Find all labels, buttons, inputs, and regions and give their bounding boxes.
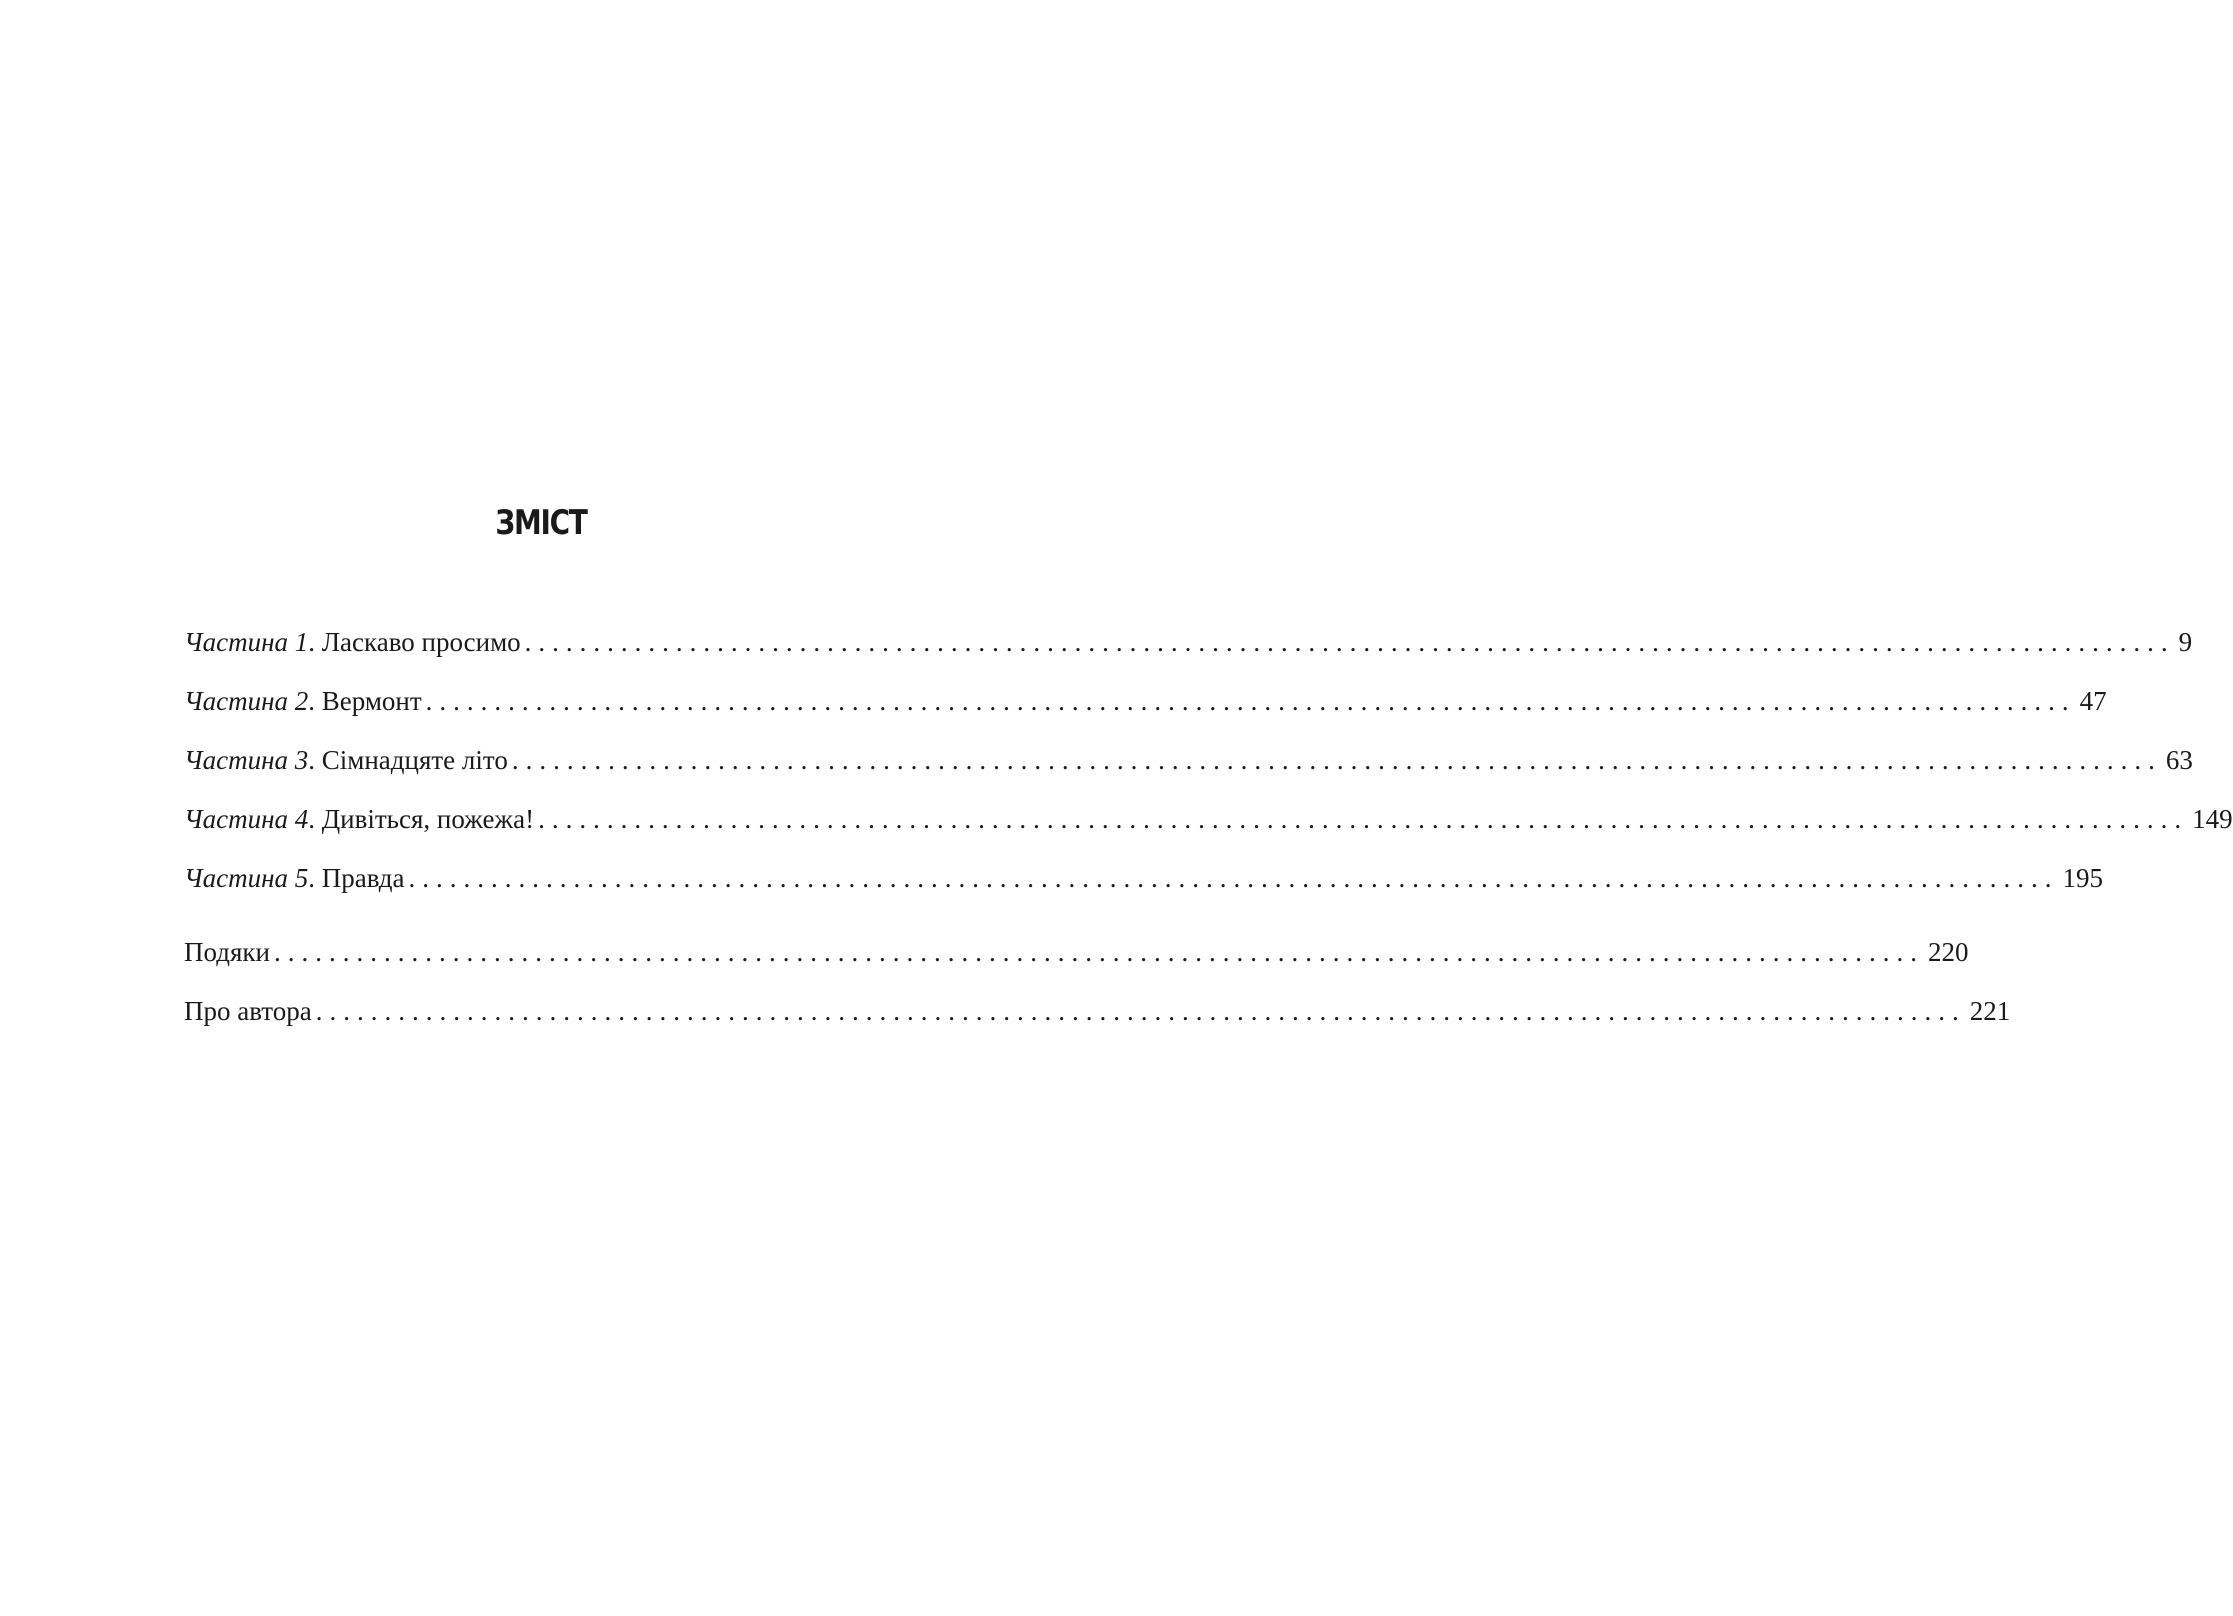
toc-entry-label bbox=[184, 935, 270, 969]
toc-entry-title: Подяки bbox=[184, 937, 270, 967]
toc-page-number: 221 bbox=[1969, 996, 2011, 1026]
toc-page-number: 195 bbox=[2062, 863, 2104, 893]
toc-entry-acknowledgements[interactable] bbox=[184, 935, 1969, 969]
toc-entry-label bbox=[184, 994, 312, 1028]
toc-entry-title: . Правда bbox=[308, 863, 405, 893]
toc-entry-title: . Сімнадцяте літо bbox=[308, 745, 508, 775]
toc-entry-about-author[interactable] bbox=[184, 994, 2011, 1028]
dot-leader: ........................................................................................................................ bbox=[425, 686, 2076, 716]
toc-part-label: Частина 2 bbox=[184, 686, 309, 716]
toc-part-label: Частина 1 bbox=[184, 627, 309, 657]
dot-leader: ........................................................................................................................ bbox=[408, 863, 2059, 893]
toc-entry-title: Про автора bbox=[184, 996, 312, 1026]
toc-entry-title: . Ласкаво просимо bbox=[308, 627, 521, 657]
toc-part-label: Частина 5 bbox=[184, 863, 309, 893]
toc-page-number: 9 bbox=[2178, 627, 2193, 657]
toc-page-number: 47 bbox=[2079, 686, 2107, 716]
toc-page-number: 220 bbox=[1927, 937, 1969, 967]
toc-page-number: 63 bbox=[2165, 745, 2193, 775]
table-of-contents bbox=[184, 0, 2233, 1616]
toc-part-label: Частина 3 bbox=[184, 745, 309, 775]
toc-entry-label bbox=[184, 743, 508, 777]
toc-entry-title: . Дивіться, пожежа! bbox=[308, 804, 535, 834]
toc-entry-title: . Вермонт bbox=[308, 686, 422, 716]
toc-part-label: Частина 4 bbox=[184, 804, 309, 834]
toc-entry-part-2[interactable] bbox=[184, 684, 2107, 718]
dot-leader: ........................................................................................................................ bbox=[315, 996, 1966, 1026]
toc-entry-part-1[interactable] bbox=[184, 625, 2193, 659]
toc-page-number: 149 bbox=[2192, 804, 2233, 834]
dot-leader: ........................................................................................................................ bbox=[273, 937, 1924, 967]
toc-entry-part-5[interactable] bbox=[184, 861, 2104, 895]
dot-leader: ........................................................................................................................ bbox=[524, 627, 2175, 657]
toc-entry-part-4[interactable] bbox=[184, 802, 2233, 836]
toc-entry-label bbox=[184, 684, 422, 718]
toc-entry-label bbox=[184, 861, 405, 895]
dot-leader: ........................................................................................................................ bbox=[511, 745, 2162, 775]
dot-leader: ........................................................................................................................ bbox=[538, 804, 2189, 834]
page-title: ЗМІСТ bbox=[495, 503, 587, 543]
toc-entry-label bbox=[184, 802, 534, 836]
toc-entry-part-3[interactable] bbox=[184, 743, 2193, 777]
toc-entry-label bbox=[184, 625, 521, 659]
